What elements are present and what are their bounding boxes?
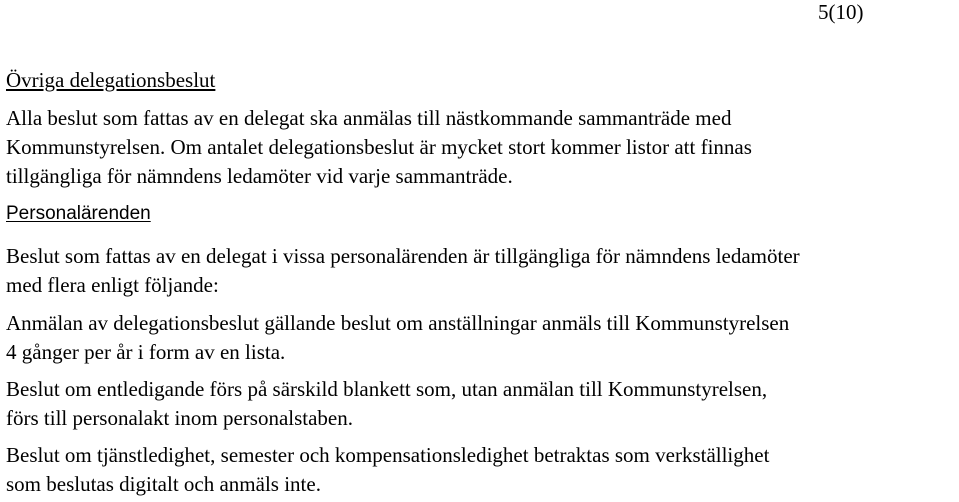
paragraph-dismissal-decisions [6,375,956,433]
paragraph-employment-decisions [6,309,956,367]
paragraph-line: förs till personalakt inom personalstaben. [6,406,354,430]
paragraph-personnel-intro [6,242,956,300]
section-heading-personalarenden: Personalärenden [6,203,151,224]
section-heading-ovriga-delegationsbeslut: Övriga delegationsbeslut [6,68,216,92]
paragraph-line: som beslutas digitalt och anmäls inte. [6,472,321,496]
paragraph-line: med flera enligt följande: [6,273,219,297]
paragraph-line: Kommunstyrelsen. Om antalet delegationsbeslut är mycket stort kommer listor att finnas [6,135,752,159]
paragraph-line: Alla beslut som fattas av en delegat ska anmälas till nästkommande sammanträde med [6,106,732,130]
paragraph-line: Beslut om tjänstledighet, semester och kompensationsledighet betraktas som verkställighet [6,443,770,467]
paragraph-line: 4 gånger per år i form av en lista. [6,340,286,364]
paragraph-leave-decisions [6,441,956,499]
paragraph-line: Anmälan av delegationsbeslut gällande beslut om anställningar anmäls till Kommunstyrelsen [6,311,790,335]
page-number: 5(10) [818,0,864,24]
paragraph-line: Beslut om entledigande förs på särskild blankett som, utan anmälan till Kommunstyrelsen, [6,377,768,401]
paragraph-line: tillgängliga för nämndens ledamöter vid varje sammanträde. [6,164,513,188]
paragraph-line: Beslut som fattas av en delegat i vissa personalärenden är tillgängliga för nämndens ledamöter [6,244,800,268]
paragraph-reporting-rules [6,104,956,191]
